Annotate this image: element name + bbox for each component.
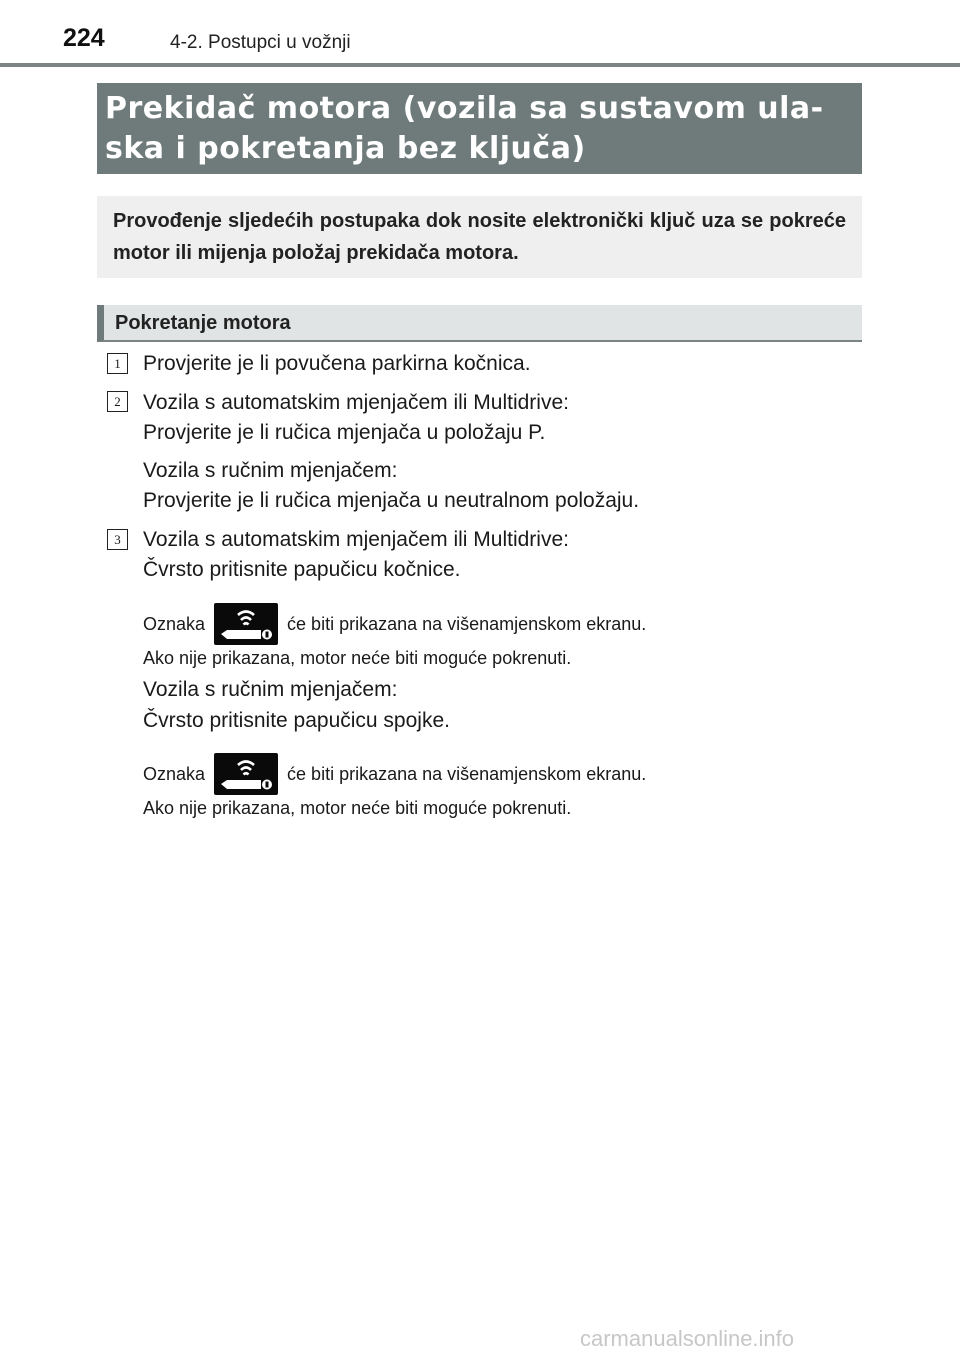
step-1-line-1: Provjerite je li povučena parkirna kočnica.	[143, 352, 531, 375]
step-3-line-2: Čvrsto pritisnite papučicu kočnice.	[143, 558, 461, 581]
section-reference: 4-2. Postupci u vožnji	[170, 32, 351, 53]
step-2-line-4: Provjerite je li ručica mjenjača u neutralnom položaju.	[143, 489, 640, 512]
step-number-1: 1	[107, 353, 128, 374]
indicator-note-1-warning: Ako nije prikazana, motor neće biti moguće pokrenuti.	[143, 648, 572, 668]
step-2-line-2: Provjerite je li ručica mjenjača u položaju P.	[143, 421, 546, 444]
indicator-note-1	[143, 603, 646, 645]
step-3-line-4: Čvrsto pritisnite papučicu spojke.	[143, 709, 450, 732]
intro-text: Provođenje sljedećih postupaka dok nosite elektronički ključ uza se pokreće motor ili mijenja položaj prekidača motora.	[113, 210, 846, 264]
page-title-line-2: ska i pokretanja bez ključa)	[105, 131, 586, 166]
footer-watermark[interactable]: carmanualsonline.info	[580, 1326, 795, 1351]
step-2-line-3: Vozila s ručnim mjenjačem:	[143, 459, 398, 482]
step-2-line-1: Vozila s automatskim mjenjačem ili Multidrive:	[143, 391, 569, 414]
smart-key-indicator-icon	[214, 603, 278, 645]
step-number-2: 2	[107, 391, 128, 412]
header-rule	[0, 63, 960, 67]
step-number-3: 3	[107, 529, 128, 550]
indicator-note-2	[143, 753, 646, 795]
note-label: Oznaka	[143, 614, 206, 634]
intro-box	[97, 196, 862, 278]
note-displayed-text: će biti prikazana na višenamjenskom ekranu.	[287, 764, 647, 784]
note-displayed-text: će biti prikazana na višenamjenskom ekranu.	[287, 614, 647, 634]
indicator-note-2-warning: Ako nije prikazana, motor neće biti moguće pokrenuti.	[143, 798, 572, 818]
page-number: 224	[63, 24, 105, 52]
subheading: Pokretanje motora	[97, 305, 862, 342]
step-3-line-3: Vozila s ručnim mjenjačem:	[143, 678, 398, 701]
title-box	[97, 83, 862, 174]
note-label: Oznaka	[143, 764, 206, 784]
smart-key-indicator-icon	[214, 753, 278, 795]
step-3-line-1: Vozila s automatskim mjenjačem ili Multidrive:	[143, 528, 569, 551]
page-title-line-1: Prekidač motora (vozila sa sustavom ula-	[105, 91, 824, 126]
